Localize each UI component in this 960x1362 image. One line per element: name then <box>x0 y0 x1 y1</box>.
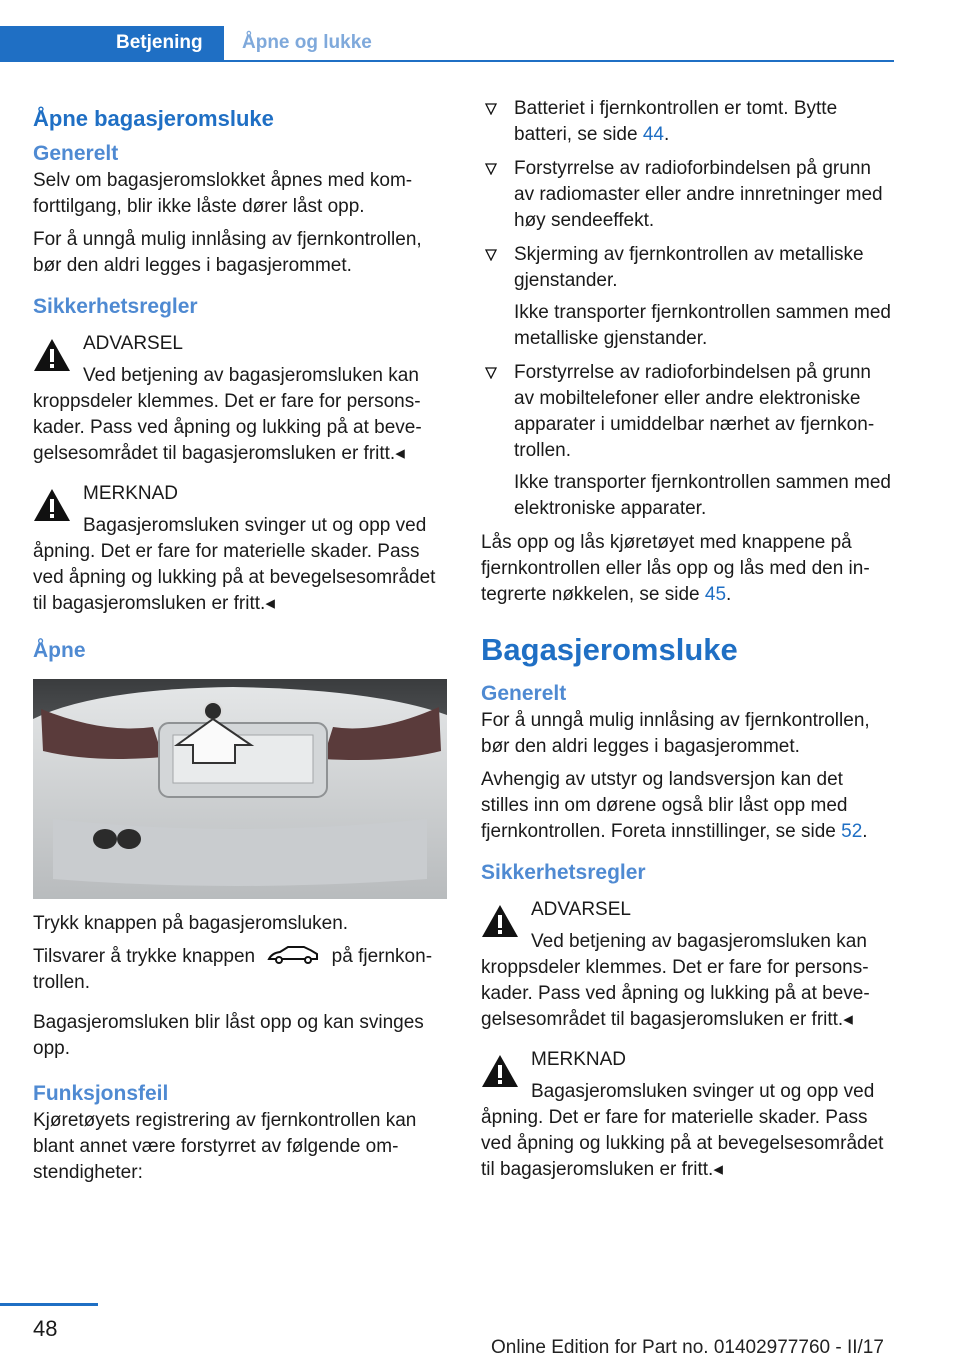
heading-sikkerhetsregler: Sikkerhetsregler <box>481 861 646 884</box>
notice-caption: MERKNAD <box>531 1049 627 1070</box>
paragraph <box>481 767 895 845</box>
list-item <box>481 242 895 352</box>
footer-divider <box>0 1303 98 1306</box>
header-divider <box>0 60 894 62</box>
notice-box <box>481 1047 895 1183</box>
notice-text: åpning. Det er fare for materielle skader. Pass ved åpning og lukking på at bevegelsesområdet til bagasjeromsluken er fritt.◂ <box>481 1107 884 1180</box>
paragraph <box>481 530 895 608</box>
edition-note: Online Edition for Part no. 01402977760 - II/17 <box>491 1337 884 1358</box>
page-link[interactable]: 52 <box>841 821 863 842</box>
text: . <box>726 584 732 605</box>
trunk-button-icon <box>266 944 320 966</box>
page-header <box>0 0 960 62</box>
list-item <box>481 156 895 234</box>
chapter-heading: Bagasjeromsluke <box>481 632 738 667</box>
text: på fjernkontrollen. <box>33 946 433 993</box>
paragraph: Selv om bagasjeromslokket åpnes med komforttilgang, blir ikke låste dører låst opp. <box>33 170 413 217</box>
notice-box <box>33 481 447 617</box>
bullet-triangle-icon <box>485 163 497 175</box>
page-link[interactable]: 45 <box>704 584 727 605</box>
list-item-text: Forstyrrelse av radioforbindelsen på grunn av mobiltelefoner eller andre elektroniske apparater i umiddelbar nærhet av fjernkontrollen. <box>514 362 875 461</box>
paragraph: For å unngå mulig innlåsing av fjernkontrollen, bør den aldri legges i bagasjerommet. <box>481 710 870 757</box>
heading-generelt: Generelt <box>33 142 119 165</box>
warning-text: Ved betjening av bagasjeromsluken kan <box>83 365 419 386</box>
warning-box <box>33 331 447 467</box>
list-item-text: Batteriet i fjernkontrollen er tomt. Bytte batteri, se side <box>514 98 838 145</box>
warning-text: kroppsdeler klemmes. Det er fare for personskader. Pass ved åpning og lukking på at bevegelsesområdet til bagasjeromsluken er fritt.◂ <box>481 957 870 1030</box>
right-column <box>481 96 895 1197</box>
warning-box <box>481 897 895 1033</box>
warning-triangle-icon <box>481 903 519 939</box>
warning-triangle-icon <box>481 1053 519 1089</box>
heading-funksjonsfeil: Funksjonsfeil <box>33 1082 169 1105</box>
warning-triangle-icon <box>33 337 71 373</box>
paragraph: Trykk knappen på bagasjeromsluken. <box>33 913 349 934</box>
paragraph: Kjøretøyets registrering av fjernkontrollen kan blant annet være forstyrret av følgende omstendigheter: <box>33 1110 417 1183</box>
warning-caption: ADVARSEL <box>83 333 183 354</box>
text: . <box>663 124 670 145</box>
page-link[interactable]: 44 <box>642 124 664 145</box>
text: Lås opp og lås kjøretøyet med knappene på fjernkontrollen eller lås opp og lås med den integrerte nøkkelen, se side <box>481 532 870 605</box>
tab-betjening[interactable]: Betjening <box>0 26 224 60</box>
section-title: Åpne bagasjeromsluke <box>33 106 274 131</box>
bullet-triangle-icon <box>485 367 497 379</box>
list-item <box>481 360 895 522</box>
text: . <box>862 821 868 842</box>
heading-generelt: Generelt <box>481 682 567 705</box>
list-item-text: Forstyrrelse av radioforbindelsen på grunn av radiomaster eller andre innretninger med høy sendeeffekt. <box>514 158 883 231</box>
paragraph: For å unngå mulig innlåsing av fjernkontrollen, bør den aldri legges i bagasjerommet. <box>33 229 422 276</box>
warning-text: kroppsdeler klemmes. Det er fare for personskader. Pass ved åpning og lukking på at bevegelsesområdet til bagasjeromsluken er fritt.◂ <box>33 391 422 464</box>
paragraph: Bagasjeromsluken blir låst opp og kan svinges opp. <box>33 1012 424 1059</box>
list-item <box>481 96 895 148</box>
paragraph <box>33 944 447 996</box>
notice-text: Bagasjeromsluken svinger ut og opp ved <box>531 1081 875 1102</box>
page-number: 48 <box>33 1316 58 1341</box>
bullet-triangle-icon <box>485 103 497 115</box>
text: Avhengig av utstyr og landsversjon kan det stilles inn om dørene også blir låst opp med fjernkontrollen. Foreta innstillinger, se side <box>481 769 848 842</box>
heading-sikkerhetsregler: Sikkerhetsregler <box>33 295 198 318</box>
heading-apne: Åpne <box>33 639 86 662</box>
notice-caption: MERKNAD <box>83 483 179 504</box>
warning-triangle-icon <box>33 487 71 523</box>
notice-text: Bagasjeromsluken svinger ut og opp ved <box>83 515 427 536</box>
text: Tilsvarer å trykke knappen <box>33 946 256 967</box>
list-item-text: Skjerming av fjernkontrollen av metalliske gjenstander. <box>514 244 864 291</box>
left-column <box>33 96 447 1193</box>
list-item-note: Ikke transporter fjernkontrollen sammen med metalliske gjenstander. <box>514 302 891 349</box>
tab-apne-og-lukke[interactable]: Åpne og lukke <box>242 32 372 53</box>
car-rear-illustration <box>33 679 447 899</box>
warning-text: Ved betjening av bagasjeromsluken kan <box>531 931 867 952</box>
list-item-note: Ikke transporter fjernkontrollen sammen med elektroniske apparater. <box>514 472 891 519</box>
bullet-triangle-icon <box>485 249 497 261</box>
warning-caption: ADVARSEL <box>531 899 631 920</box>
notice-text: åpning. Det er fare for materielle skader. Pass ved åpning og lukking på at bevegelsesområdet til bagasjeromsluken er fritt.◂ <box>33 541 436 614</box>
